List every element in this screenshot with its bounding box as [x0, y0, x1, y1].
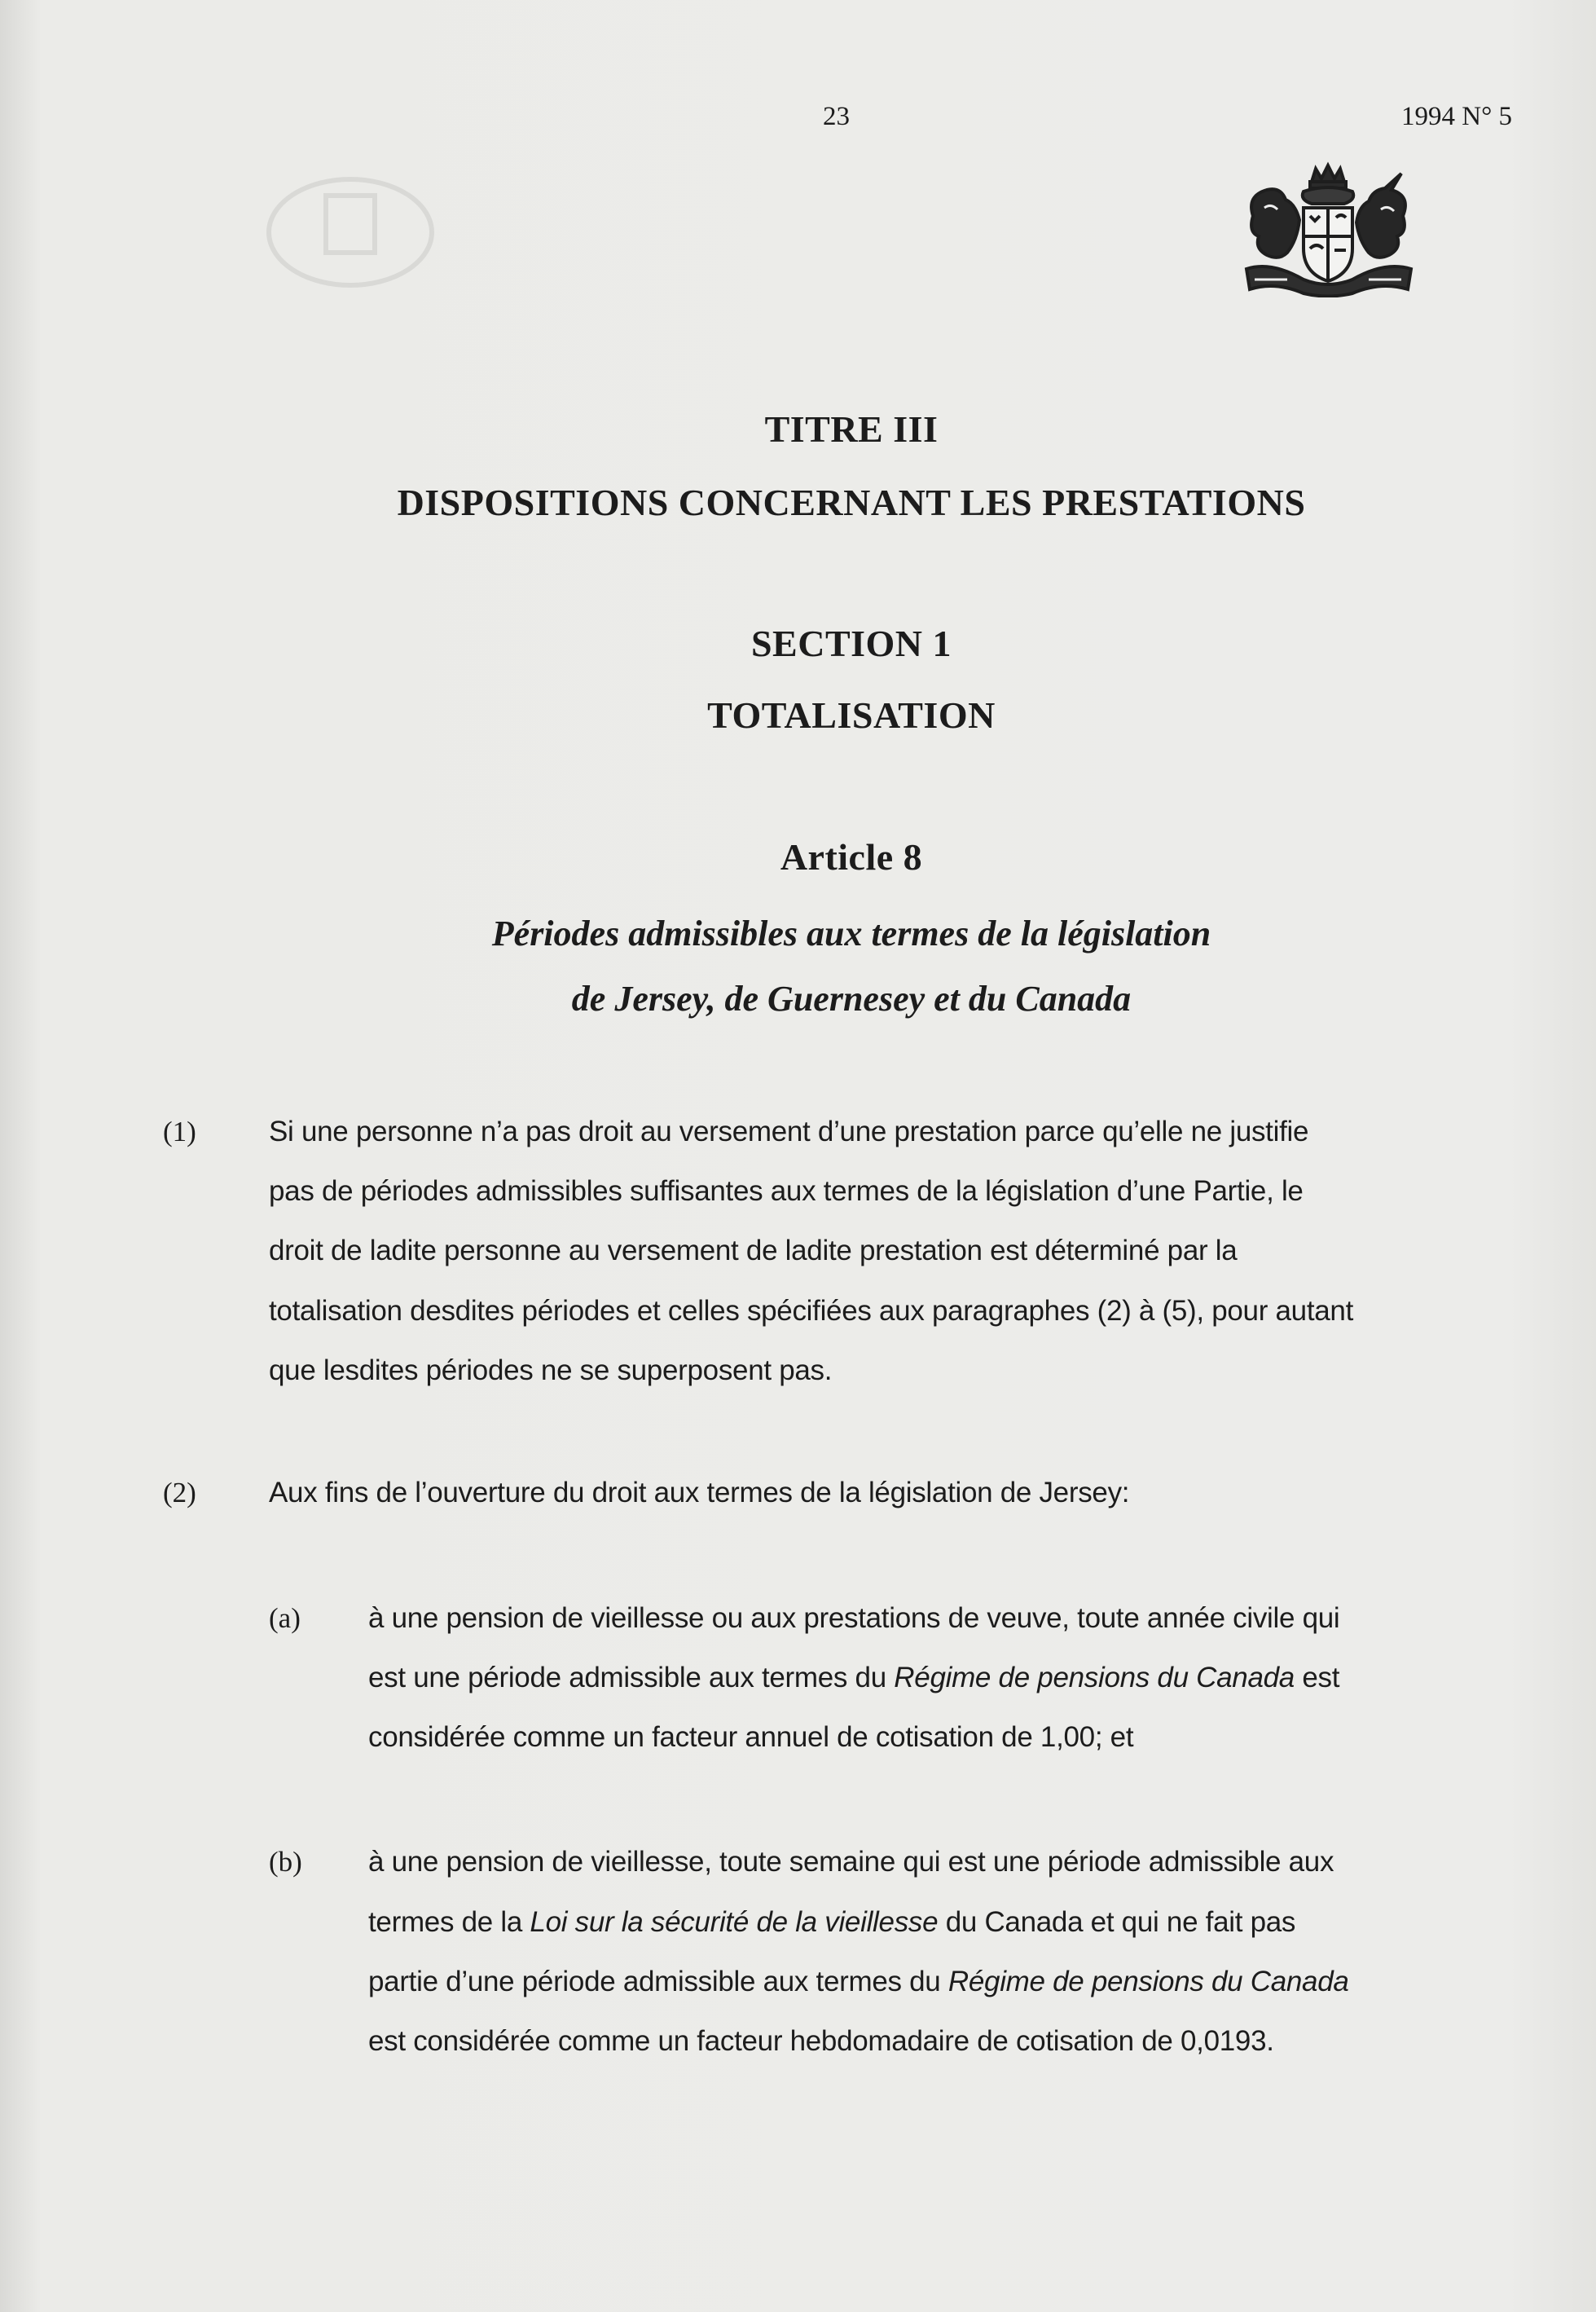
item-b-line-2-text: termes de la	[368, 1906, 530, 1938]
item-b-regime-title: Régime de pensions du Canada	[947, 1966, 1349, 1997]
item-a-line-2-end: est	[1294, 1662, 1340, 1693]
item-a-line-2	[368, 1662, 1339, 1694]
paragraph-1-line-3: droit de ladite personne au versement de ladite prestation est déterminé par la	[269, 1235, 1238, 1266]
item-a-line-1: à une pension de vieillesse ou aux prestations de veuve, toute année civile qui	[368, 1602, 1340, 1634]
article-subtitle-line-2: de Jersey, de Guernesey et du Canada	[571, 979, 1132, 1019]
paragraph-1-line-1: Si une personne n’a pas droit au versement d’une prestation parce qu’elle ne justifie	[269, 1116, 1309, 1147]
item-b-line-3	[368, 1966, 1349, 1998]
article-heading: Article 8	[780, 836, 923, 878]
paragraph-1-line-4: totalisation desdites périodes et celles spécifiées aux paragraphes (2) à (5), pour autant	[269, 1295, 1354, 1327]
paragraph-2-label: (2)	[163, 1477, 196, 1508]
item-b-line-2-end: du Canada et qui ne fait pas	[938, 1906, 1296, 1938]
item-b-line-4: est considérée comme un facteur hebdomadaire de cotisation de 0,0193.	[368, 2025, 1274, 2057]
item-b-line-1: à une pension de vieillesse, toute semaine qui est une période admissible aux	[368, 1846, 1334, 1878]
paragraph-2-line-1: Aux fins de l’ouverture du droit aux termes de la législation de Jersey:	[269, 1477, 1130, 1508]
article-subtitle-line-1: Périodes admissibles aux termes de la législation	[491, 914, 1211, 953]
ghost-coat-of-arms-icon	[253, 163, 448, 293]
item-a-line-2-text: est une période admissible aux termes du	[368, 1662, 895, 1693]
page-number: 23	[823, 102, 850, 131]
item-a-label: (a)	[269, 1602, 301, 1634]
item-b-line-3-text: partie d’une période admissible aux termes du	[368, 1966, 948, 1997]
paragraph-1-line-2: pas de périodes admissibles suffisantes aux termes de la législation d’une Partie, le	[269, 1175, 1304, 1207]
titre-heading: TITRE III	[764, 408, 939, 450]
paragraph-1-line-5: que lesdites périodes ne se superposent pas.	[269, 1354, 833, 1386]
item-a-line-3: considérée comme un facteur annuel de cotisation de 1,00; et	[368, 1721, 1134, 1753]
totalisation-heading: TOTALISATION	[707, 694, 996, 736]
dispositions-heading: DISPOSITIONS CONCERNANT LES PRESTATIONS	[397, 482, 1306, 523]
document-number: 1994 N° 5	[1401, 102, 1513, 131]
item-b-label: (b)	[269, 1846, 302, 1878]
paragraph-1-label: (1)	[163, 1116, 196, 1147]
section-heading: SECTION 1	[750, 623, 952, 664]
item-b-line-2	[368, 1906, 1295, 1939]
coat-of-arms-icon	[1222, 159, 1434, 297]
item-a-regime-title: Régime de pensions du Canada	[894, 1662, 1295, 1693]
item-b-loi-title: Loi sur la sécurité de la vieillesse	[530, 1906, 939, 1938]
